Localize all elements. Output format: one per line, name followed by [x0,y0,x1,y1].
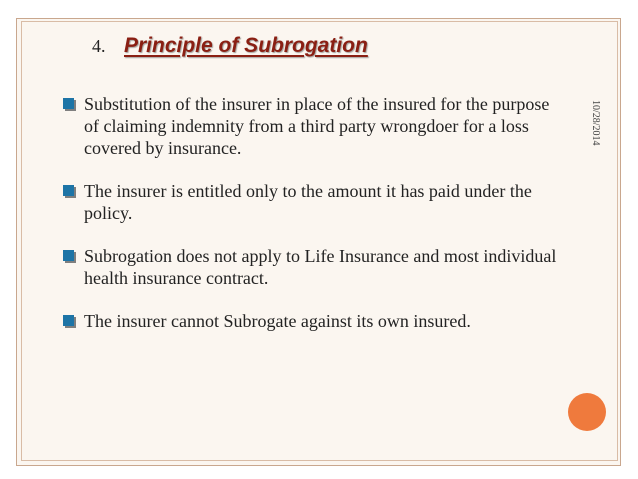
square-bullet-icon [63,98,74,109]
bullet-item-2 [62,180,562,224]
bullet-list [62,93,562,353]
square-bullet-icon [63,250,74,261]
bullet-text: The insurer cannot Subrogate against its own insured. [84,311,471,331]
slide-date: 10/28/2014 [590,100,601,146]
title-number: 4. [92,36,106,56]
bullet-item-3 [62,245,562,289]
bullet-item-1 [62,93,562,159]
bullet-text: Subrogation does not apply to Life Insurance and most individual health insurance contract. [84,246,557,288]
slide-title: Principle of Subrogation [124,34,368,57]
bullet-item-4 [62,310,562,332]
bullet-text: Substitution of the insurer in place of the insured for the purpose of claiming indemnity from a third party wrongdoer for a loss covered by insurance. [84,94,550,158]
orange-circle-icon [568,393,606,431]
bullet-text: The insurer is entitled only to the amount it has paid under the policy. [84,181,532,223]
square-bullet-icon [63,315,74,326]
slide-title-row [92,34,368,58]
square-bullet-icon [63,185,74,196]
